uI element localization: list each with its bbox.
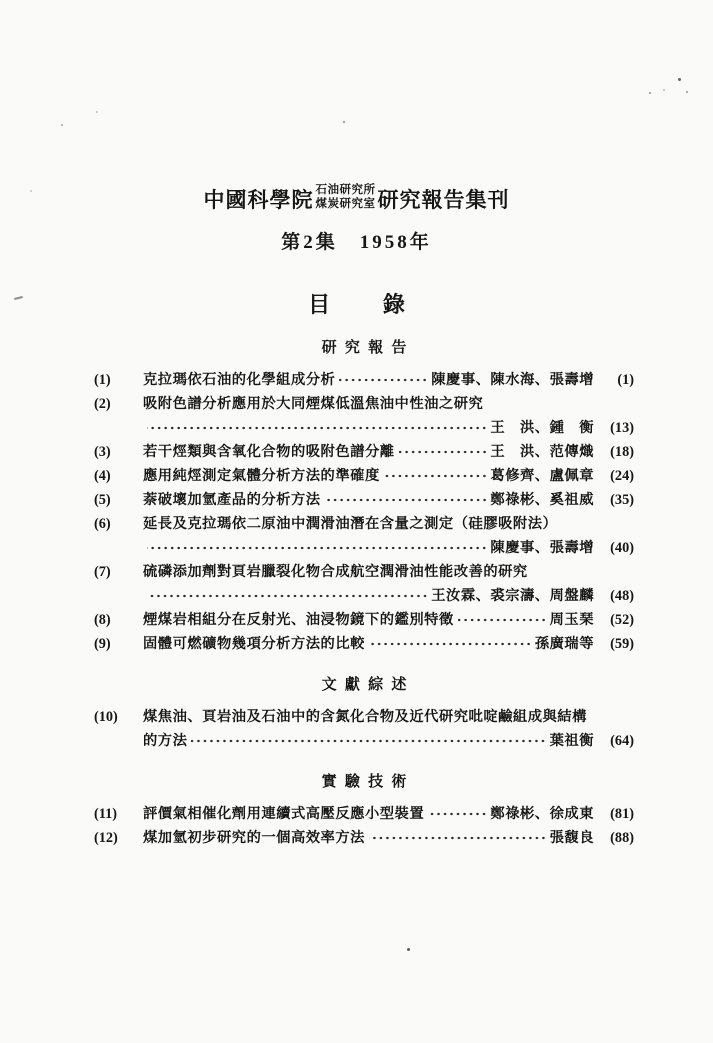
dot-leader: [339, 377, 428, 383]
entry-page: (40): [610, 540, 634, 556]
entry-title: 評價氣相催化劑用連續式高壓反應小型裝置: [143, 806, 425, 822]
entry-number: (4): [94, 468, 111, 484]
scan-speck: [407, 948, 410, 951]
toc-title: 目錄: [308, 292, 458, 317]
scan-speck: [343, 121, 345, 123]
entry-title: 應用純烴測定氣體分析方法的準確度: [143, 468, 380, 484]
section-entries: [94, 368, 634, 656]
entry-title: 硫磷添加劑對頁岩臘裂化物合成航空潤滑油性能改善的研究: [143, 564, 528, 580]
entry-number: (2): [94, 396, 111, 412]
entry-authors: 王 洪、鍾 衡: [490, 420, 594, 436]
entry-page: (88): [610, 830, 634, 846]
org-name: 中國科學院: [203, 188, 314, 212]
entry-page: (48): [610, 588, 634, 604]
entry-title: 固體可燃礦物幾項分析方法的比較: [143, 636, 365, 652]
toc-entry-line: [94, 560, 634, 584]
dept-stack: [316, 184, 376, 211]
entry-title: 煤加氫初步研究的一個高效率方法: [143, 830, 365, 846]
entry-title: 若干烴類與含氧化合物的吸附色譜分離: [143, 444, 395, 460]
entry-number: (3): [94, 444, 111, 460]
section-entries: [94, 705, 634, 753]
scan-speck: [96, 111, 98, 113]
entry-page: (13): [610, 420, 634, 436]
dot-leader: [369, 835, 547, 841]
scan-speck: [663, 89, 665, 91]
toc-section: [94, 770, 634, 850]
entry-authors: 陳慶事、陳水海、張壽增: [431, 372, 594, 388]
entry-page: (18): [610, 444, 634, 460]
dot-leader: [191, 738, 546, 744]
toc-entry-line: [94, 608, 634, 632]
toc-entry-line: [94, 416, 634, 440]
toc-entry-line: [94, 512, 634, 536]
scan-speck: [30, 190, 32, 192]
dot-leader: [325, 497, 488, 503]
entry-authors: 王 洪、范傳熾: [490, 444, 594, 460]
toc-entry-line: [94, 705, 634, 729]
dept-petroleum: 石油研究所: [315, 184, 376, 197]
dept-coal: 煤炭研究室: [315, 198, 376, 210]
entry-page: (52): [610, 612, 634, 628]
entry-number: (9): [94, 636, 111, 652]
entry-number: (8): [94, 612, 111, 628]
scan-speck: [686, 91, 688, 93]
toc-entry-line: [94, 392, 634, 416]
section-heading: 研究報告: [321, 340, 415, 356]
section-heading: 實驗技術: [321, 774, 415, 790]
journal-masthead: [0, 184, 713, 214]
entry-authors: 孫廣瑞等: [534, 636, 594, 652]
entry-authors: 周玉琹: [549, 612, 594, 628]
dot-leader: [458, 617, 547, 623]
entry-page: (1): [617, 372, 634, 388]
entry-page: (35): [610, 492, 634, 508]
toc-entry-line: [94, 632, 634, 656]
entry-page: (59): [610, 636, 634, 652]
dot-leader: [428, 811, 487, 817]
dot-leader: [147, 545, 487, 551]
dot-leader: [369, 641, 532, 647]
entry-authors: 葛修齊、盧佩章: [490, 468, 594, 484]
volume-line: 第2集 1958年: [281, 232, 432, 253]
toc-section: [94, 673, 634, 753]
toc-entry-line: [94, 536, 634, 560]
scan-speck: [678, 78, 681, 81]
entry-authors: 葉祖衡: [549, 733, 594, 749]
entry-number: (11): [94, 806, 118, 822]
entry-title: 萘破壞加氫產品的分析方法: [143, 492, 321, 508]
toc-entry-line: [94, 368, 634, 392]
section-heading: 文獻綜述: [321, 677, 415, 693]
dot-leader: [399, 449, 488, 455]
entry-title: 吸附色譜分析應用於大同煙煤低溫焦油中性油之研究: [143, 396, 484, 412]
section-entries: [94, 802, 634, 850]
entry-title: 延長及克拉瑪依二原油中潤滑油潛在含量之測定（硅膠吸附法）: [143, 516, 558, 532]
entry-authors: 鄭祿彬、徐成東: [490, 806, 594, 822]
toc-entry-line: [94, 729, 634, 753]
entry-page: (81): [610, 806, 634, 822]
entry-number: (5): [94, 492, 111, 508]
entry-page: (64): [610, 733, 634, 749]
dot-leader: [147, 425, 487, 431]
dot-leader: [147, 593, 428, 599]
table-of-contents: [94, 336, 634, 850]
dot-leader: [384, 473, 488, 479]
entry-title: 的方法: [143, 733, 188, 749]
entry-page: (24): [610, 468, 634, 484]
entry-authors: 張馥良: [549, 830, 594, 846]
toc-entry-line: [94, 826, 634, 850]
toc-entry-line: [94, 802, 634, 826]
toc-entry-line: [94, 584, 634, 608]
entry-number: (10): [94, 709, 118, 725]
toc-entry-line: [94, 464, 634, 488]
entry-authors: 鄭祿彬、奚祖威: [490, 492, 594, 508]
entry-number: (7): [94, 564, 111, 580]
entry-number: (6): [94, 516, 111, 532]
toc-entry-line: [94, 488, 634, 512]
masthead-suffix: 研究報告集刊: [377, 188, 510, 212]
entry-title: 克拉瑪依石油的化學組成分析: [143, 372, 336, 388]
toc-entry-line: [94, 440, 634, 464]
entry-number: (1): [94, 372, 111, 388]
entry-authors: 王汝霖、裘宗濤、周盤麟: [431, 588, 594, 604]
entry-title: 煙煤岩相組分在反射光、油浸物鏡下的鑑別特徵: [143, 612, 454, 628]
entry-title: 煤焦油、頁岩油及石油中的含氮化合物及近代研究吡啶鹼組成與結構: [143, 709, 587, 725]
scan-speck: [61, 124, 63, 126]
toc-section: [94, 336, 634, 656]
entry-number: (12): [94, 830, 118, 846]
scan-speck: [649, 92, 651, 94]
entry-authors: 陳慶事、張壽增: [490, 540, 594, 556]
